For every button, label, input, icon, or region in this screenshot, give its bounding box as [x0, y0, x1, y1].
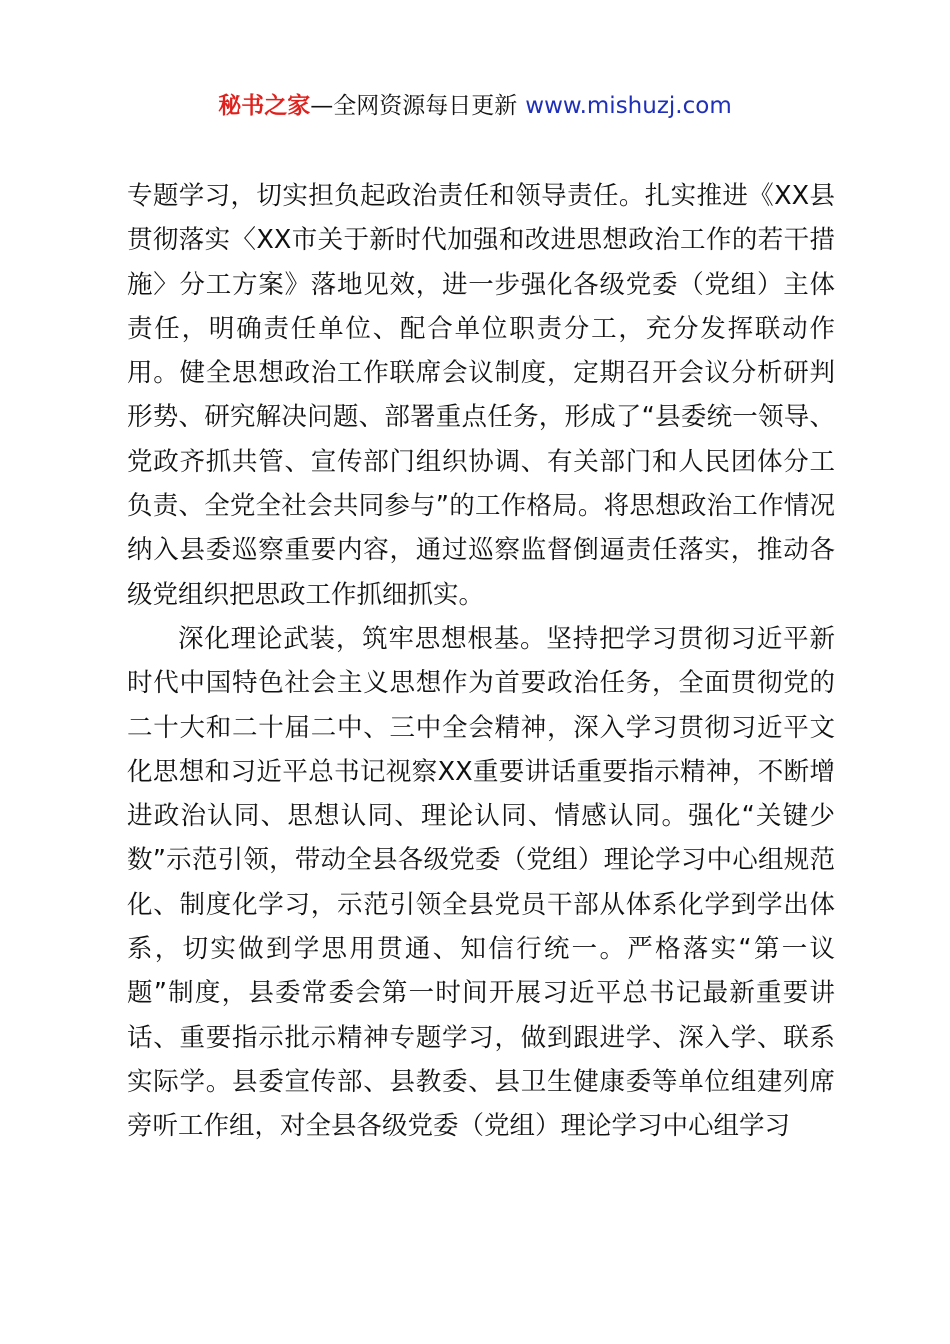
- document-body: [127, 174, 835, 1149]
- website-link[interactable]: www.mishuzj.com: [525, 93, 732, 119]
- page-header: [0, 86, 950, 126]
- paragraph-continued: 专题学习，切实担负起政治责任和领导责任。扎实推进《XX县贯彻落实〈XX市关于新时代加强和改进思想政治工作的若干措施〉分工方案》落地见效，进一步强化各级党委（党组）主体责任，明确责任单位、配合单位职责分工，充分发挥联动作用。健全思想政治工作联席会议制度，定期召开会议分析研判形势、研究解决问题、部署重点任务，形成了“县委统一领导、党政齐抓共管、宣传部门组织协调、有关部门和人民团体分工负责、全党全社会共同参与”的工作格局。将思想政治工作情况纳入县委巡察重要内容，通过巡察监督倒逼责任落实，推动各级党组织把思政工作抓细抓实。: [127, 181, 835, 610]
- paragraph-theory-study: 深化理论武装，筑牢思想根基。坚持把学习贯彻习近平新时代中国特色社会主义思想作为首要政治任务，全面贯彻党的二十大和二十届二中、三中全会精神，深入学习贯彻习近平文化思想和习近平总书记视察XX重要讲话重要指示精神，不断增进政治认同、思想认同、理论认同、情感认同。强化“关键少数”示范引领，带动全县各级党委（党组）理论学习中心组规范化、制度化学习，示范引领全县党员干部从体系化学到学出体系，切实做到学思用贯通、知信行统一。严格落实“第一议题”制度，县委常委会第一时间开展习近平总书记最新重要讲话、重要指示批示精神专题学习，做到跟进学、深入学、联系实际学。县委宣传部、县教委、县卫生健康委等单位组建列席旁听工作组，对全县各级党委（党组）理论学习中心组学习: [127, 623, 835, 1142]
- header-tagline: —全网资源每日更新: [310, 93, 518, 119]
- brand-name: 秘书之家: [218, 93, 311, 119]
